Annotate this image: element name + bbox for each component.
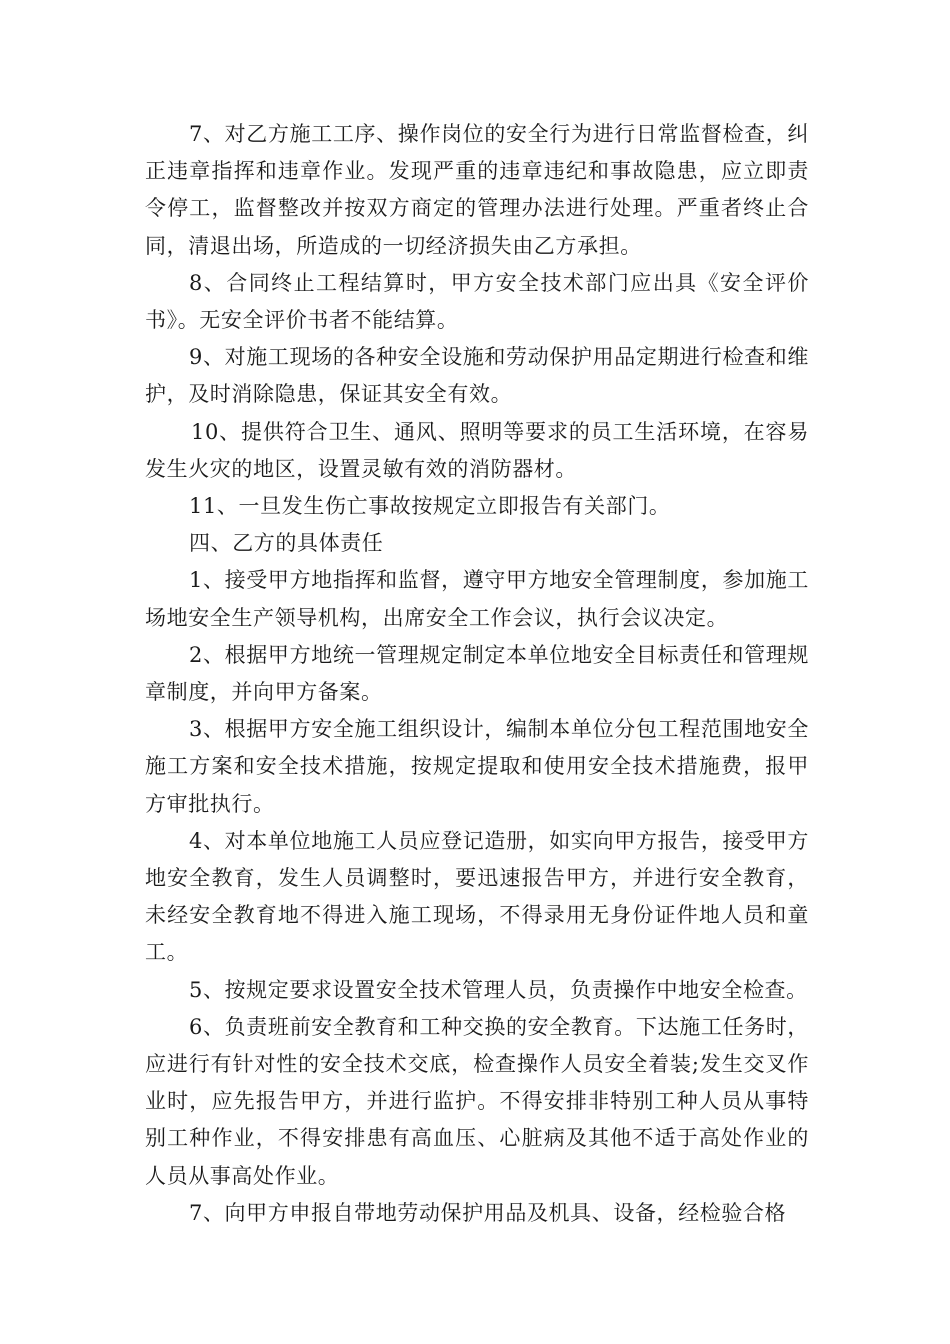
paragraph-9-maintenance: 9、对施工现场的各种安全设施和劳动保护用品定期进行检查和维护，及时消除隐患，保证其安全有效。 xyxy=(145,345,809,407)
paragraph-b2-regulations: 2、根据甲方地统一管理规定制定本单位地安全目标责任和管理规章制度，并向甲方备案。 xyxy=(145,642,809,705)
paragraph-b3-safety-plan: 3、根据甲方安全施工组织设计，编制本单位分包工程范围地安全施工方案和安全技术措施，按规定提取和使用安全技术措施费，报甲方审批执行。 xyxy=(145,717,809,816)
section-heading-party-b-responsibilities: 四、乙方的具体责任 xyxy=(189,531,384,556)
paragraph-b5-safety-staff: 5、按规定要求设置安全技术管理人员，负责操作中地安全检查。 xyxy=(189,977,808,1002)
paragraph-7-supervision: 7、对乙方施工工序、操作岗位的安全行为进行日常监督检查，纠正违章指挥和违章作业。发现严重的违章违纪和事故隐患，应立即责令停工，监督整改并按双方商定的管理办法进行处理。严重者终止合同，清退出场，所造成的一切经济损失由乙方承担。 xyxy=(145,122,809,258)
paragraph-8-settlement: 8、合同终止工程结算时，甲方安全技术部门应出具《安全评价书》。无安全评价书者不能结算。 xyxy=(145,270,809,333)
paragraph-b1-accept-supervision: 1、接受甲方地指挥和监督，遵守甲方地安全管理制度，参加施工场地安全生产领导机构，出席安全工作会议，执行会议决定。 xyxy=(145,568,809,630)
paragraph-10-living-environment: 10、提供符合卫生、通风、照明等要求的员工生活环境，在容易发生火灾的地区，设置灵敏有效的消防器材。 xyxy=(145,419,809,481)
paragraph-b7-equipment-declaration: 7、向甲方申报自带地劳动保护用品及机具、设备，经检验合格 xyxy=(189,1200,787,1225)
paragraph-b6-safety-education: 6、负责班前安全教育和工种交换的安全教育。下达施工任务时，应进行有针对性的安全技术交底，检查操作人员安全着装;发生交叉作业时，应先报告甲方，并进行监护。不得安排非特别工种人员从事特别工种作业，不得安排患有高血压、心脏病及其他不适于高处作业的人员从事高处作业。 xyxy=(145,1014,809,1188)
document-page xyxy=(145,116,809,1232)
paragraph-11-accident-report: 11、一旦发生伤亡事故按规定立即报告有关部门。 xyxy=(189,494,671,519)
paragraph-b4-personnel-registration: 4、对本单位地施工人员应登记造册，如实向甲方报告，接受甲方地安全教育，发生人员调整时，要迅速报告甲方，并进行安全教育，未经安全教育地不得进入施工现场，不得录用无身份证件地人员和童工。 xyxy=(145,828,809,965)
